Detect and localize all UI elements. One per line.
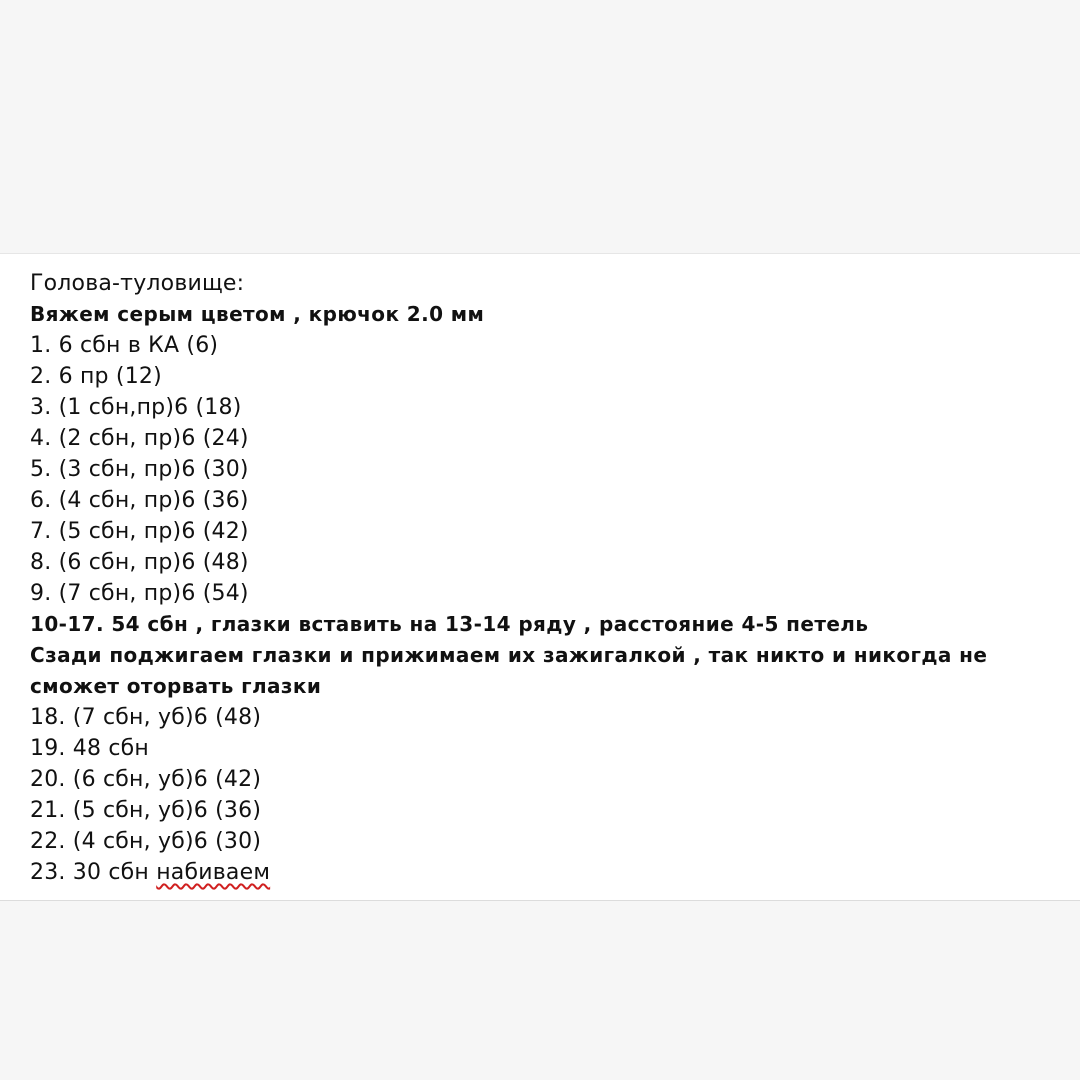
pattern-row: 19. 48 сбн [30,736,150,761]
pattern-row: 1. 6 сбн в КА (6) [30,333,219,358]
pattern-row: 3. (1 сбн,пр)6 (18) [30,395,242,420]
pattern-row: 21. (5 сбн, уб)6 (36) [30,798,262,823]
pattern-row: 7. (5 сбн, пр)6 (42) [30,519,249,544]
pattern-row: 4. (2 сбн, пр)6 (24) [30,426,249,451]
spellcheck-word: набиваем [156,860,271,885]
note-line: сможет оторвать глазки [30,674,322,698]
pattern-row: 9. (7 сбн, пр)6 (54) [30,581,249,606]
pattern-text [30,268,1076,888]
pattern-row: 20. (6 сбн, уб)6 (42) [30,767,262,792]
document-title: Голова-туловище: [30,271,245,296]
document-subtitle: Вяжем серым цветом , крючок 2.0 мм [30,302,485,326]
document-card [0,254,1080,900]
pattern-row: 6. (4 сбн, пр)6 (36) [30,488,249,513]
note-line: Сзади поджигаем глазки и прижимаем их зажигалкой , так никто и никогда не [30,643,988,667]
pattern-row: 18. (7 сбн, уб)6 (48) [30,705,262,730]
pattern-row-last [30,857,1076,888]
pattern-row: 8. (6 сбн, пр)6 (48) [30,550,249,575]
pattern-row: 2. 6 пр (12) [30,364,162,389]
pattern-row: 5. (3 сбн, пр)6 (30) [30,457,249,482]
last-row-prefix: 23. 30 сбн [30,860,157,885]
pattern-row: 22. (4 сбн, уб)6 (30) [30,829,262,854]
pattern-row-eyes: 10-17. 54 сбн , глазки вставить на 13-14 ряду , расстояние 4-5 петель [30,612,869,636]
